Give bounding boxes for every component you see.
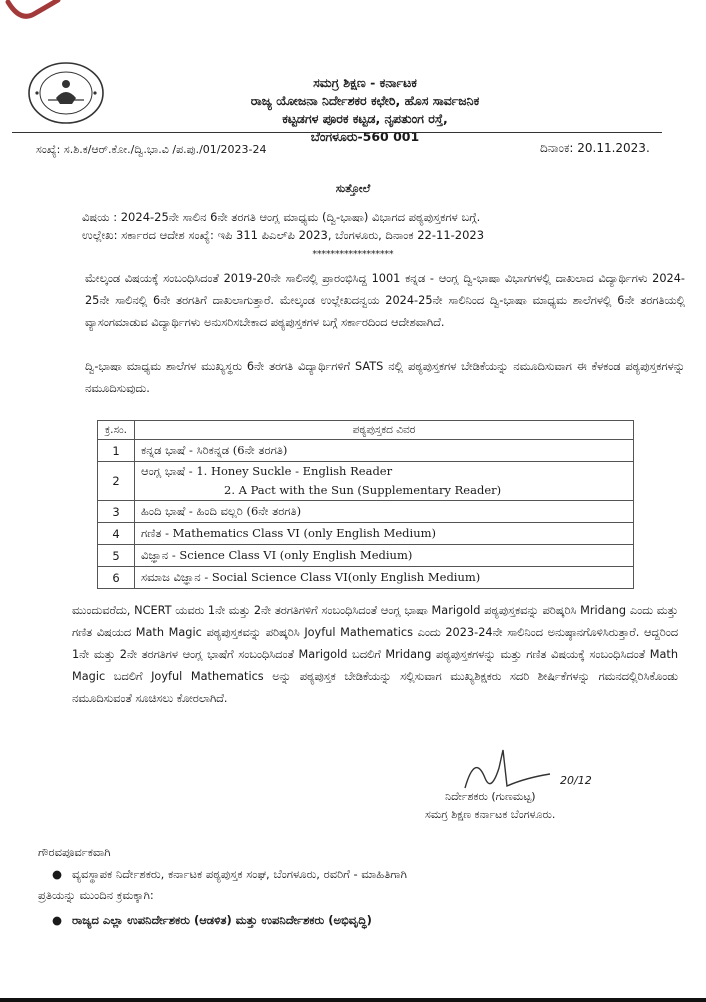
reference-line: ಉಲ್ಲೇಖ: ಸರ್ಕಾರದ ಆದೇಶ ಸಂಖ್ಯೆ: ಇಪಿ 311 ಪಿಎಲ್‌ಪಿ 2023, ಬೆಂಗಳೂರು, ದಿನಾಂಕ 22-11-2023 [82,228,485,242]
paragraph-3: ಮುಂದುವರೆದು, NCERT ಯವರು 1ನೇ ಮತ್ತು 2ನೇ ತರಗತಿಗಳಿಗೆ ಸಂಬಂಧಿಸಿದಂತೆ ಆಂಗ್ಲ ಭಾಷಾ Marigold ಪಠ್ಯಪುಸ್ತಕವನ್ನು ಪರಿಷ್ಕರಿಸಿ Mridang ಎಂದು ಮತ್ತು ಗಣಿತ ವಿಷಯದ Math Magic ಪಠ್ಯಪುಸ್ತಕವನ್ನು ಪರಿಷ್ಕರಿಸಿ Joyful Mathematics ಎಂದು 2023-24ನೇ ಸಾಲಿನಿಂದ ಅನುಷ್ಠಾನಗೊಳಿಸಿರುತ್ತಾರೆ. ಆದ್ದರಿಂದ 1ನೇ ಮತ್ತು 2ನೇ ತರಗತಿಗಳ ಆಂಗ್ಲ ಭಾಷೆಗೆ ಸಂಬಂಧಿಸಿದಂತೆ Marigold ಬದಲಿಗೆ Mridang ಪಠ್ಯಪುಸ್ತಕಗಳನ್ನು ಮತ್ತು ಗಣಿತ ವಿಷಯಕ್ಕೆ ಸಂಬಂಧಿಸಿದಂತೆ Math Magic ಬದಲಿಗೆ Joyful Mathematics ಅನ್ನು ಪಠ್ಯಪುಸ್ತಕ ಬೇಡಿಕೆಯನ್ನು ಸಲ್ಲಿಸುವಾಗ ಮುಖ್ಯಶಿಕ್ಷಕರು ಸದರಿ ಶೀರ್ಷಿಕೆಗಳನ್ನು ಗಮನದಲ್ಲಿರಿಸಿಕೊಂಡು ನಮೂದಿಸುವಂತೆ ಸೂಚಿಸಲು ಕೋರಲಾಗಿದೆ. [72,604,678,705]
row-serial: 3 [98,501,135,523]
book-line: ಹಿಂದಿ ಭಾಷೆ - ಹಿಂದಿ ವಲ್ಲರಿ (6ನೇ ತರಗತಿ) [141,504,302,518]
row-serial: 6 [98,567,135,589]
row-serial: 4 [98,523,135,545]
row-serial: 2 [98,462,135,501]
col-header-serial: ಕ್ರ.ಸಂ. [98,421,135,440]
samagra-shikshana-seal-logo [26,60,106,126]
closing-salutation: ಗೌರವಪೂರ್ವಕವಾಗಿ [38,845,111,859]
letterhead-line-2: ರಾಜ್ಯ ಯೋಜನಾ ನಿರ್ದೇಶಕರ ಕಛೇರಿ, ಹೊಸ ಸಾರ್ವಜನಿಕ [250,93,480,108]
circular-title: ಸುತ್ತೋಲೆ [335,182,371,195]
row-book [135,523,634,545]
letterhead-line-4: ಬೆಂಗಳೂರು-560 001 [310,129,420,144]
table-row [98,567,634,589]
page-bottom-border [0,998,706,1002]
book-line: ಸಮಾಜ ವಿಜ್ಞಾನ - Social Science Class VI(only English Medium) [141,570,481,584]
subject-block [82,208,484,244]
paragraph-1: ಮೇಲ್ಕಂಡ ವಿಷಯಕ್ಕೆ ಸಂಬಂಧಿಸಿದಂತೆ 2019-20ನೇ ಸಾಲಿನಲ್ಲಿ ಪ್ರಾರಂಭಿಸಿದ್ದ 1001 ಕನ್ನಡ - ಆಂಗ್ಲ ದ್ವಿ-ಭಾಷಾ ವಿಭಾಗಗಳಲ್ಲಿ ದಾಖಲಾದ ವಿದ್ಯಾರ್ಥಿಗಳು 2024-25ನೇ ಸಾಲಿನಲ್ಲಿ 6ನೇ ತರಗತಿಗೆ ದಾಖಲಾಗುತ್ತಾರೆ. ಮೇಲ್ಕಂಡ ಉಲ್ಲೇಖದನ್ವಯ 2024-25ನೇ ಸಾಲಿನಿಂದ ದ್ವಿ-ಭಾಷಾ ಮಾಧ್ಯಮ ಶಾಲೆಗಳಲ್ಲಿ 6ನೇ ತರಗತಿಯಲ್ಲಿ ವ್ಯಾಸಂಗಮಾಡುವ ವಿದ್ಯಾರ್ಥಿಗಳು ಅನುಸರಿಸಬೇಕಾದ ಪಠ್ಯಪುಸ್ತಕಗಳ ಬಗ್ಗೆ ಸರ್ಕಾರದಿಂದ ಆದೇಶವಾಗಿದೆ. [85,272,685,329]
table-row [98,440,634,462]
table-row [98,501,634,523]
book-line: ಗಣಿತ - Mathematics Class VI (only English Medium) [141,526,437,540]
paragraph-2: ದ್ವಿ-ಭಾಷಾ ಮಾಧ್ಯಮ ಶಾಲೆಗಳ ಮುಖ್ಯಸ್ಥರು 6ನೇ ತರಗತಿ ವಿದ್ಯಾರ್ಥಿಗಳಿಗೆ SATS ನಲ್ಲಿ ಪಠ್ಯಪುಸ್ತಕಗಳ ಬೇಡಿಕೆಯನ್ನು ನಮೂದಿಸುವಾಗ ಈ ಕೆಳಕಂಡ ಪಠ್ಯಪುಸ್ತಕಗಳನ್ನು ನಮೂದಿಸುವುದು. [85,360,685,395]
cc-item-1 [52,867,407,882]
row-book [135,462,634,501]
letterhead-line-1: ಸಮಗ್ರ ಶಿಕ್ಷಣ - ಕರ್ನಾಟಕ [313,75,417,90]
letterhead-line-3: ಕಟ್ಟಡಗಳ ಪೂರಕ ಕಟ್ಟಡ, ನೃಪತುಂಗ ರಸ್ತೆ, [282,111,448,126]
star-separator: ****************** [312,250,394,260]
cc-item-2-text: ರಾಜ್ಯದ ಎಲ್ಲಾ ಉಪನಿರ್ದೇಶಕರು (ಆಡಳಿತ) ಮತ್ತು ಉಪನಿರ್ದೇಶಕರು (ಅಭಿವೃದ್ಧಿ) [72,913,372,927]
cc-item-1-text: ವ್ಯವಸ್ಥಾಪಕ ನಿರ್ದೇಶಕರು, ಕರ್ನಾಟಕ ಪಠ್ಯಪುಸ್ತಕ ಸಂಘ, ಬೆಂಗಳೂರು, ರವರಿಗೆ - ಮಾಹಿತಿಗಾಗಿ [72,867,407,881]
book-line: ವಿಜ್ಞಾನ - Science Class VI (only English Medium) [141,548,413,562]
table-row [98,545,634,567]
header-divider [12,132,662,133]
row-serial: 5 [98,545,135,567]
cc-item-1-continued: ಪ್ರತಿಯನ್ನು ಮುಂದಿನ ಕ್ರಮಕ್ಕಾಗಿ: [38,888,154,902]
signature-block [415,748,665,838]
subject-line: ವಿಷಯ : 2024-25ನೇ ಸಾಲಿನ 6ನೇ ತರಗತಿ ಆಂಗ್ಲ ಮಾಧ್ಯಮ (ದ್ವಿ-ಭಾಷಾ) ವಿಭಾಗದ ಪಠ್ಯಪುಸ್ತಕಗಳ ಬಗ್ಗೆ. [82,210,481,224]
office-letterhead [150,74,580,146]
table-header-row [98,421,634,440]
row-book [135,545,634,567]
table-row [98,523,634,545]
row-book [135,501,634,523]
book-line: ಕನ್ನಡ ಭಾಷೆ - ಸಿರಿಕನ್ನಡ (6ನೇ ತರಗತಿ) [141,443,288,457]
book-line: 2. A Pact with the Sun (Supplementary Reader) [224,483,502,497]
col-header-details: ಪಠ್ಯಪುಸ್ತಕದ ವಿವರ [135,421,634,440]
row-book [135,567,634,589]
reference-number: ಸಂಖ್ಯೆ: ಸ.ಶಿ.ಕ/ಆರ್.ಕೋ./ದ್ವಿ.ಭಾ.ವಿ /ಪ.ಪು./01/2023-24 [36,143,267,156]
corner-tick-mark [0,0,70,30]
signature-date-note: 20/12 [560,774,592,787]
bullet-icon: ● [52,867,63,881]
table-row [98,462,634,501]
row-serial: 1 [98,440,135,462]
bullet-icon: ● [52,913,63,927]
row-book [135,440,634,462]
book-line: ಆಂಗ್ಲ ಭಾಷೆ - 1. Honey Suckle - English Reader [141,464,393,478]
letter-date: ದಿನಾಂಕ: 20.11.2023. [540,141,650,155]
cc-item-2 [52,913,372,928]
signatory-office: ಸಮಗ್ರ ಶಿಕ್ಷಣ ಕರ್ನಾಟಕ ಬೆಂಗಳೂರು. [425,808,556,821]
textbook-table [97,420,634,589]
signatory-designation: ನಿರ್ದೇಶಕರು (ಗುಣಮಟ್ಟ) [445,790,536,803]
